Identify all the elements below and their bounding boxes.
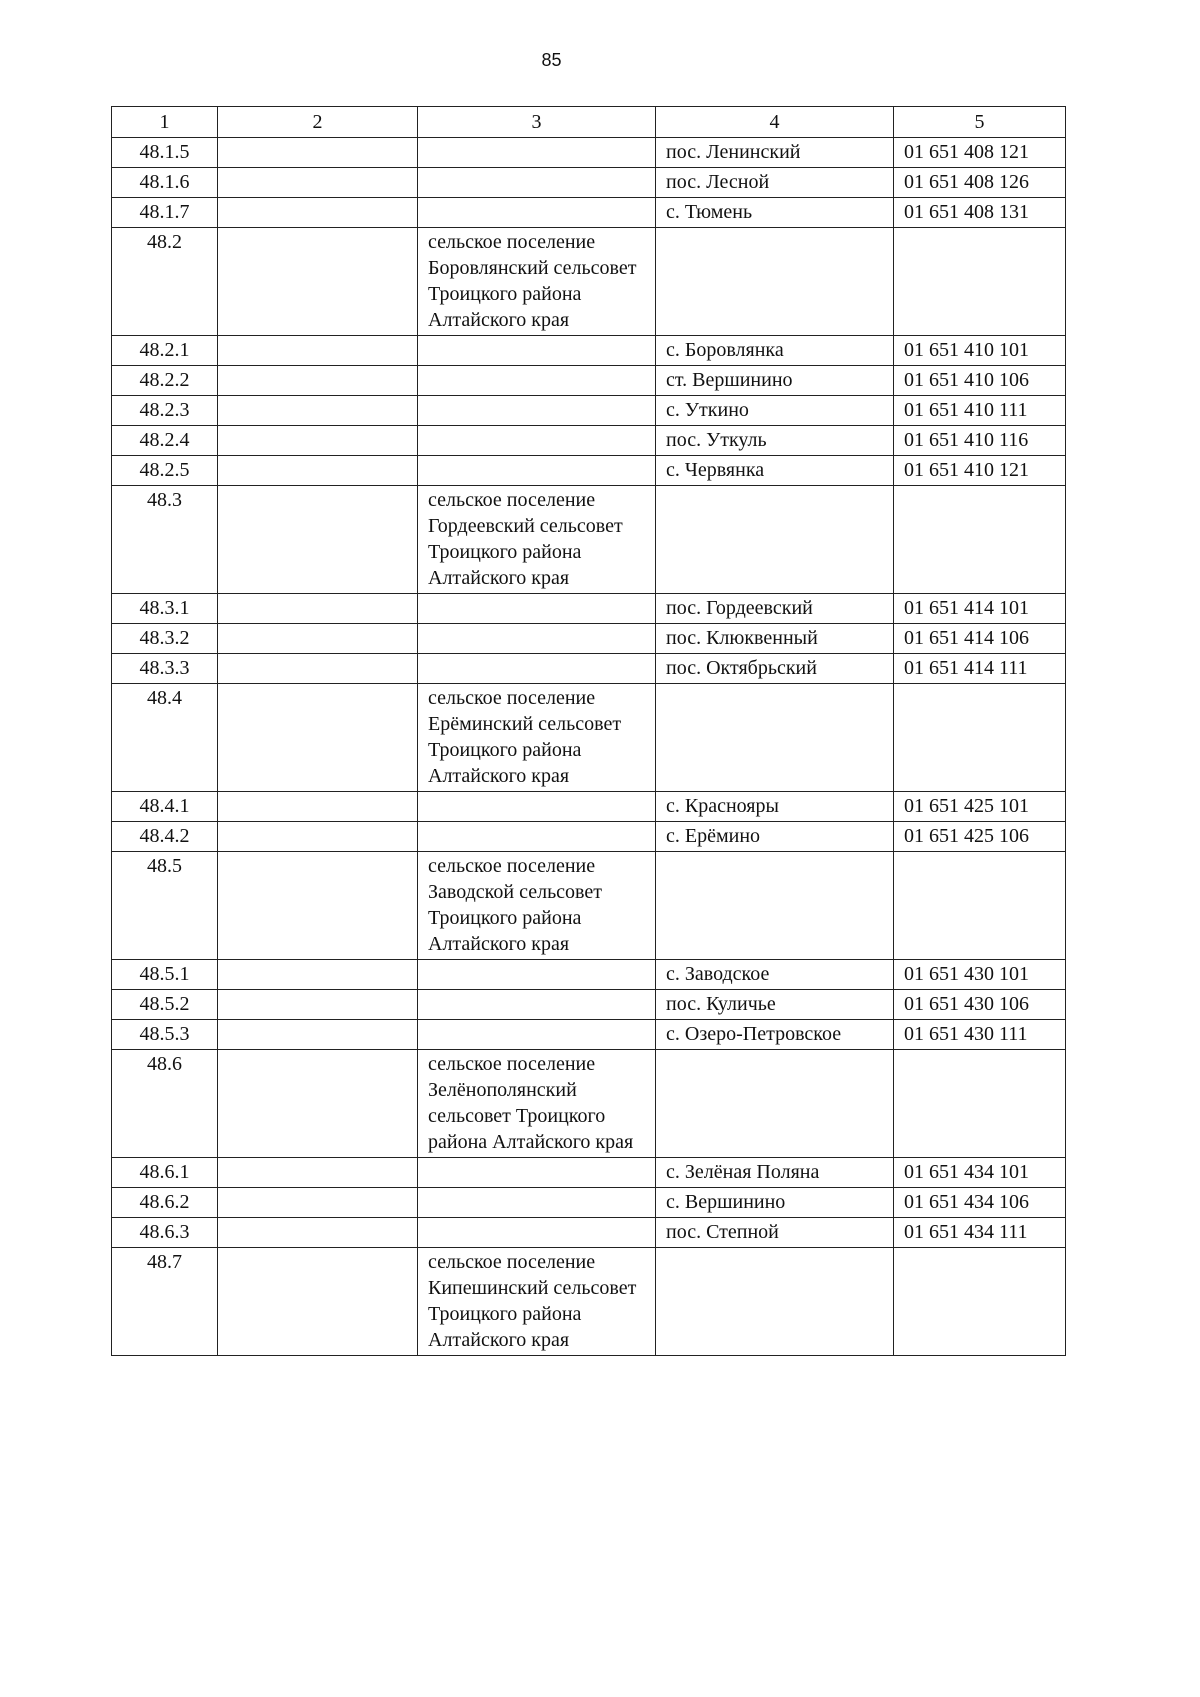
- column-2-cell: [218, 1158, 418, 1188]
- column-2-cell: [218, 594, 418, 624]
- oktmo-code-cell: [894, 228, 1066, 336]
- column-2-cell: [218, 1050, 418, 1158]
- oktmo-code-cell: 01 651 410 121: [894, 456, 1066, 486]
- settlement-row: [112, 456, 1066, 486]
- column-2-cell: [218, 366, 418, 396]
- settlement-row: [112, 138, 1066, 168]
- oktmo-code-cell: 01 651 434 111: [894, 1218, 1066, 1248]
- municipality-name-cell: [418, 990, 656, 1020]
- oktmo-code-cell: 01 651 414 101: [894, 594, 1066, 624]
- oktmo-code-cell: [894, 1248, 1066, 1356]
- municipality-row: [112, 1050, 1066, 1158]
- settlement-name-cell: с. Червянка: [656, 456, 894, 486]
- oktmo-code-cell: 01 651 425 101: [894, 792, 1066, 822]
- settlement-name-cell: [656, 486, 894, 594]
- column-2-cell: [218, 654, 418, 684]
- column-2-cell: [218, 456, 418, 486]
- row-number-cell: 48.6: [112, 1050, 218, 1158]
- column-2-cell: [218, 1248, 418, 1356]
- header-cell-4: 4: [656, 107, 894, 138]
- oktmo-code-cell: [894, 684, 1066, 792]
- settlement-row: [112, 1020, 1066, 1050]
- municipality-name-cell: [418, 594, 656, 624]
- municipality-name-cell: [418, 1188, 656, 1218]
- settlement-row: [112, 654, 1066, 684]
- row-number-cell: 48.2: [112, 228, 218, 336]
- settlement-row: [112, 960, 1066, 990]
- row-number-cell: 48.3.3: [112, 654, 218, 684]
- settlement-name-cell: ст. Вершинино: [656, 366, 894, 396]
- row-number-cell: 48.6.3: [112, 1218, 218, 1248]
- row-number-cell: 48.1.5: [112, 138, 218, 168]
- column-2-cell: [218, 624, 418, 654]
- settlement-name-cell: пос. Лесной: [656, 168, 894, 198]
- municipality-row: [112, 228, 1066, 336]
- row-number-cell: 48.5.1: [112, 960, 218, 990]
- settlement-name-cell: с. Вершинино: [656, 1188, 894, 1218]
- settlement-name-cell: с. Ерёмино: [656, 822, 894, 852]
- settlement-row: [112, 624, 1066, 654]
- row-number-cell: 48.5.3: [112, 1020, 218, 1050]
- row-number-cell: 48.6.2: [112, 1188, 218, 1218]
- settlement-name-cell: [656, 228, 894, 336]
- oktmo-code-cell: [894, 852, 1066, 960]
- settlement-register-table: [111, 106, 1066, 1356]
- settlement-name-cell: пос. Степной: [656, 1218, 894, 1248]
- oktmo-code-cell: 01 651 410 101: [894, 336, 1066, 366]
- oktmo-code-cell: 01 651 410 111: [894, 396, 1066, 426]
- municipality-row: [112, 1248, 1066, 1356]
- municipality-name-cell: сельское поселение Зелёнополянский сельсовет Троицкого района Алтайского края: [418, 1050, 656, 1158]
- column-2-cell: [218, 396, 418, 426]
- municipality-name-cell: сельское поселение Заводской сельсовет Троицкого района Алтайского края: [418, 852, 656, 960]
- header-cell-2: 2: [218, 107, 418, 138]
- column-2-cell: [218, 336, 418, 366]
- oktmo-code-cell: 01 651 430 101: [894, 960, 1066, 990]
- municipality-name-cell: [418, 792, 656, 822]
- column-2-cell: [218, 960, 418, 990]
- oktmo-code-cell: 01 651 425 106: [894, 822, 1066, 852]
- municipality-row: [112, 852, 1066, 960]
- row-number-cell: 48.2.1: [112, 336, 218, 366]
- settlement-row: [112, 822, 1066, 852]
- settlement-name-cell: пос. Октябрьский: [656, 654, 894, 684]
- municipality-name-cell: [418, 1020, 656, 1050]
- row-number-cell: 48.4.1: [112, 792, 218, 822]
- row-number-cell: 48.3.1: [112, 594, 218, 624]
- row-number-cell: 48.7: [112, 1248, 218, 1356]
- municipality-name-cell: [418, 1158, 656, 1188]
- row-number-cell: 48.4: [112, 684, 218, 792]
- settlement-name-cell: пос. Гордеевский: [656, 594, 894, 624]
- oktmo-code-cell: [894, 1050, 1066, 1158]
- settlement-name-cell: с. Заводское: [656, 960, 894, 990]
- municipality-row: [112, 486, 1066, 594]
- municipality-name-cell: [418, 624, 656, 654]
- column-2-cell: [218, 852, 418, 960]
- oktmo-code-cell: 01 651 414 106: [894, 624, 1066, 654]
- settlement-name-cell: с. Зелёная Поляна: [656, 1158, 894, 1188]
- column-2-cell: [218, 1188, 418, 1218]
- oktmo-code-cell: 01 651 408 121: [894, 138, 1066, 168]
- column-2-cell: [218, 138, 418, 168]
- settlement-row: [112, 168, 1066, 198]
- settlement-row: [112, 366, 1066, 396]
- settlement-row: [112, 990, 1066, 1020]
- municipality-name-cell: [418, 138, 656, 168]
- settlement-name-cell: пос. Клюквенный: [656, 624, 894, 654]
- oktmo-code-cell: 01 651 434 106: [894, 1188, 1066, 1218]
- settlement-row: [112, 336, 1066, 366]
- settlement-name-cell: [656, 852, 894, 960]
- header-cell-5: 5: [894, 107, 1066, 138]
- settlement-name-cell: пос. Куличье: [656, 990, 894, 1020]
- municipality-name-cell: [418, 426, 656, 456]
- settlement-name-cell: с. Краснояры: [656, 792, 894, 822]
- page-number: 85: [541, 50, 562, 70]
- municipality-name-cell: [418, 654, 656, 684]
- municipality-name-cell: [418, 1218, 656, 1248]
- row-number-cell: 48.3: [112, 486, 218, 594]
- row-number-cell: 48.1.7: [112, 198, 218, 228]
- oktmo-code-cell: 01 651 408 131: [894, 198, 1066, 228]
- column-2-cell: [218, 822, 418, 852]
- column-2-cell: [218, 198, 418, 228]
- settlement-name-cell: с. Уткино: [656, 396, 894, 426]
- oktmo-code-cell: 01 651 408 126: [894, 168, 1066, 198]
- oktmo-code-cell: 01 651 410 116: [894, 426, 1066, 456]
- column-2-cell: [218, 426, 418, 456]
- settlement-row: [112, 792, 1066, 822]
- oktmo-code-cell: 01 651 430 111: [894, 1020, 1066, 1050]
- municipality-name-cell: [418, 336, 656, 366]
- row-number-cell: 48.6.1: [112, 1158, 218, 1188]
- municipality-name-cell: [418, 366, 656, 396]
- settlement-row: [112, 594, 1066, 624]
- oktmo-code-cell: 01 651 410 106: [894, 366, 1066, 396]
- column-2-cell: [218, 1218, 418, 1248]
- municipality-name-cell: [418, 822, 656, 852]
- oktmo-code-cell: 01 651 414 111: [894, 654, 1066, 684]
- settlement-row: [112, 396, 1066, 426]
- column-2-cell: [218, 168, 418, 198]
- row-number-cell: 48.5.2: [112, 990, 218, 1020]
- row-number-cell: 48.2.2: [112, 366, 218, 396]
- municipality-name-cell: сельское поселение Кипешинский сельсовет Троицкого района Алтайского края: [418, 1248, 656, 1356]
- column-2-cell: [218, 990, 418, 1020]
- municipality-name-cell: [418, 960, 656, 990]
- municipality-name-cell: сельское поселение Гордеевский сельсовет Троицкого района Алтайского края: [418, 486, 656, 594]
- settlement-row: [112, 1188, 1066, 1218]
- settlement-name-cell: [656, 684, 894, 792]
- row-number-cell: 48.1.6: [112, 168, 218, 198]
- header-row: [112, 107, 1066, 138]
- municipality-name-cell: [418, 456, 656, 486]
- settlement-name-cell: пос. Ленинский: [656, 138, 894, 168]
- row-number-cell: 48.2.5: [112, 456, 218, 486]
- column-2-cell: [218, 684, 418, 792]
- municipality-name-cell: [418, 198, 656, 228]
- row-number-cell: 48.3.2: [112, 624, 218, 654]
- column-2-cell: [218, 228, 418, 336]
- row-number-cell: 48.2.3: [112, 396, 218, 426]
- municipality-name-cell: сельское поселение Ерёминский сельсовет Троицкого района Алтайского края: [418, 684, 656, 792]
- column-2-cell: [218, 1020, 418, 1050]
- municipality-name-cell: [418, 168, 656, 198]
- settlement-name-cell: пос. Уткуль: [656, 426, 894, 456]
- oktmo-code-cell: 01 651 434 101: [894, 1158, 1066, 1188]
- settlement-name-cell: с. Боровлянка: [656, 336, 894, 366]
- header-cell-3: 3: [418, 107, 656, 138]
- row-number-cell: 48.4.2: [112, 822, 218, 852]
- settlement-name-cell: с. Тюмень: [656, 198, 894, 228]
- column-2-cell: [218, 486, 418, 594]
- settlement-name-cell: с. Озеро-Петровское: [656, 1020, 894, 1050]
- row-number-cell: 48.5: [112, 852, 218, 960]
- table-body: [112, 138, 1066, 1356]
- municipality-row: [112, 684, 1066, 792]
- settlement-row: [112, 1218, 1066, 1248]
- row-number-cell: 48.2.4: [112, 426, 218, 456]
- settlement-row: [112, 198, 1066, 228]
- table-header: [112, 107, 1066, 138]
- oktmo-code-cell: 01 651 430 106: [894, 990, 1066, 1020]
- settlement-row: [112, 426, 1066, 456]
- header-cell-1: 1: [112, 107, 218, 138]
- settlement-name-cell: [656, 1248, 894, 1356]
- municipality-name-cell: [418, 396, 656, 426]
- settlement-row: [112, 1158, 1066, 1188]
- settlement-name-cell: [656, 1050, 894, 1158]
- oktmo-code-cell: [894, 486, 1066, 594]
- column-2-cell: [218, 792, 418, 822]
- municipality-name-cell: сельское поселение Боровлянский сельсовет Троицкого района Алтайского края: [418, 228, 656, 336]
